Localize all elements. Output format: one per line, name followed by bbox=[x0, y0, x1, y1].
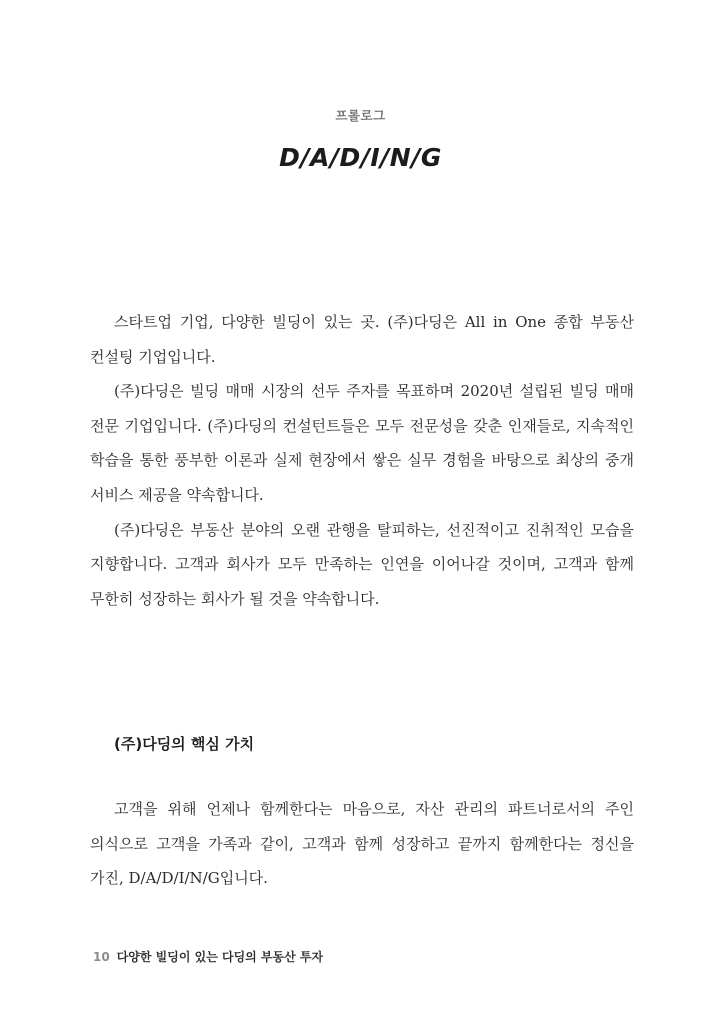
intro-text-block bbox=[90, 305, 634, 616]
core-values-text-block bbox=[90, 792, 634, 896]
page-number: 10 bbox=[93, 950, 110, 964]
intro-paragraph-1: 스타트업 기업, 다양한 빌딩이 있는 곳. (주)다딩은 All in One 종합 부동산 컨설팅 기업입니다. bbox=[90, 313, 634, 366]
core-values-paragraph: 고객을 위해 언제나 함께한다는 마음으로, 자산 관리의 파트너로서의 주인 의식으로 고객을 가족과 같이, 고객과 함께 성장하고 끝까지 함께한다는 정신을 가진, D/A/D/I/N/G입니다. bbox=[90, 800, 634, 888]
page-title: D/A/D/I/N/G bbox=[279, 143, 442, 172]
section-eyebrow: 프롤로그 bbox=[335, 108, 386, 123]
page-footer bbox=[93, 948, 323, 965]
intro-paragraph-2: (주)다딩은 빌딩 매매 시장의 선두 주자를 목표하며 2020년 설립된 빌딩 매매 전문 기업입니다. (주)다딩의 컨설턴트들은 모두 전문성을 갖춘 인재들로, 지속적인 학습을 통한 풍부한 이론과 실제 현장에서 쌓은 실무 경험을 바탕으로 최상의 중개 서비스 제공을 약속합니다. bbox=[90, 382, 634, 504]
running-title: 다양한 빌딩이 있는 다딩의 부동산 투자 bbox=[116, 950, 324, 964]
core-values-heading: (주)다딩의 핵심 가치 bbox=[114, 735, 255, 753]
intro-paragraph-3: (주)다딩은 부동산 분야의 오랜 관행을 탈피하는, 선진적이고 진취적인 모습을 지향합니다. 고객과 회사가 모두 만족하는 인연을 이어나갈 것이며, 고객과 함께 무한히 성장하는 회사가 될 것을 약속합니다. bbox=[90, 520, 634, 608]
